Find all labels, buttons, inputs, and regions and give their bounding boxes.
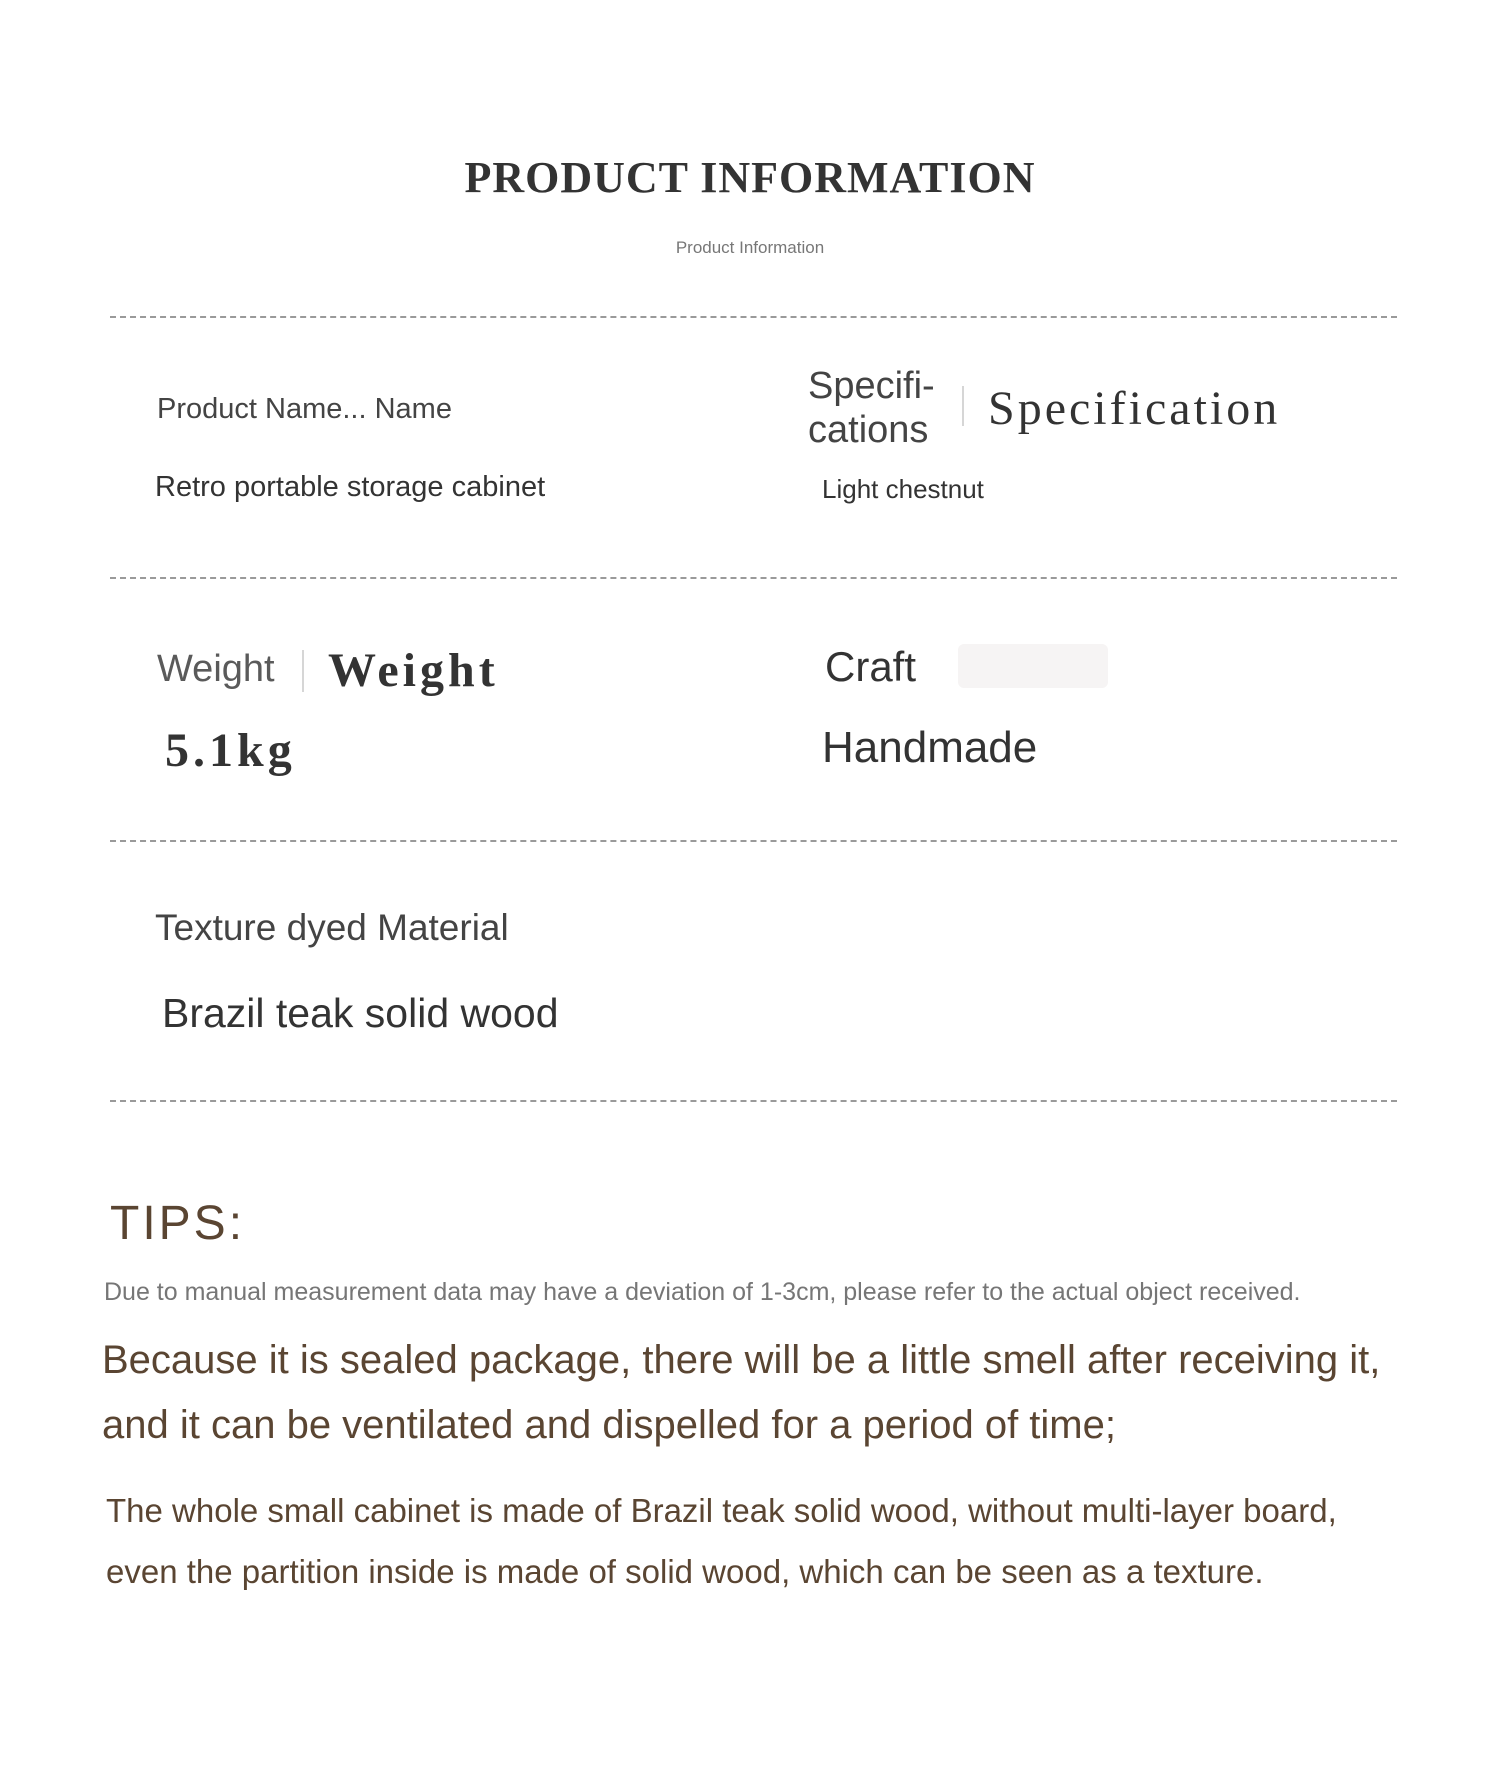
spec-label-en: Specification xyxy=(988,382,1281,435)
material-value: Brazil teak solid wood xyxy=(162,990,559,1036)
tips-smell-line1: Because it is sealed package, there will be a little smell after receiving it, xyxy=(102,1338,1381,1382)
page-subtitle: Product Information xyxy=(675,238,825,257)
spec-label xyxy=(808,364,935,452)
weight-label-en: Weight xyxy=(328,644,499,697)
tips-note: Due to manual measurement data may have a deviation of 1-3cm, please refer to the actual object received. xyxy=(104,1278,1301,1306)
weight-label: Weight xyxy=(157,648,275,690)
page-title: PRODUCT INFORMATION xyxy=(464,153,1036,202)
divider xyxy=(110,577,1397,579)
tips-smell-line2: and it can be ventilated and dispelled for a period of time; xyxy=(102,1403,1116,1447)
craft-value: Handmade xyxy=(822,723,1038,772)
spec-label-line1: Specifi- xyxy=(808,365,935,407)
divider xyxy=(110,1100,1397,1102)
weight-separator xyxy=(302,650,304,692)
tips-wood-line1: The whole small cabinet is made of Brazil teak solid wood, without multi-layer board, xyxy=(106,1492,1337,1529)
spec-value: Light chestnut xyxy=(822,474,984,504)
weight-value: 5.1kg xyxy=(165,724,296,777)
divider xyxy=(110,316,1397,318)
craft-label-ghost xyxy=(958,644,1108,688)
tips-heading: TIPS: xyxy=(110,1197,246,1250)
product-name-label: Product Name... Name xyxy=(157,393,452,425)
spec-label-line2: cations xyxy=(808,409,929,451)
spec-separator xyxy=(962,386,964,426)
divider xyxy=(110,840,1397,842)
product-name-value: Retro portable storage cabinet xyxy=(155,471,546,503)
material-label: Texture dyed Material xyxy=(155,907,509,948)
craft-label: Craft xyxy=(825,643,917,690)
tips-wood-line2: even the partition inside is made of solid wood, which can be seen as a texture. xyxy=(106,1553,1264,1590)
